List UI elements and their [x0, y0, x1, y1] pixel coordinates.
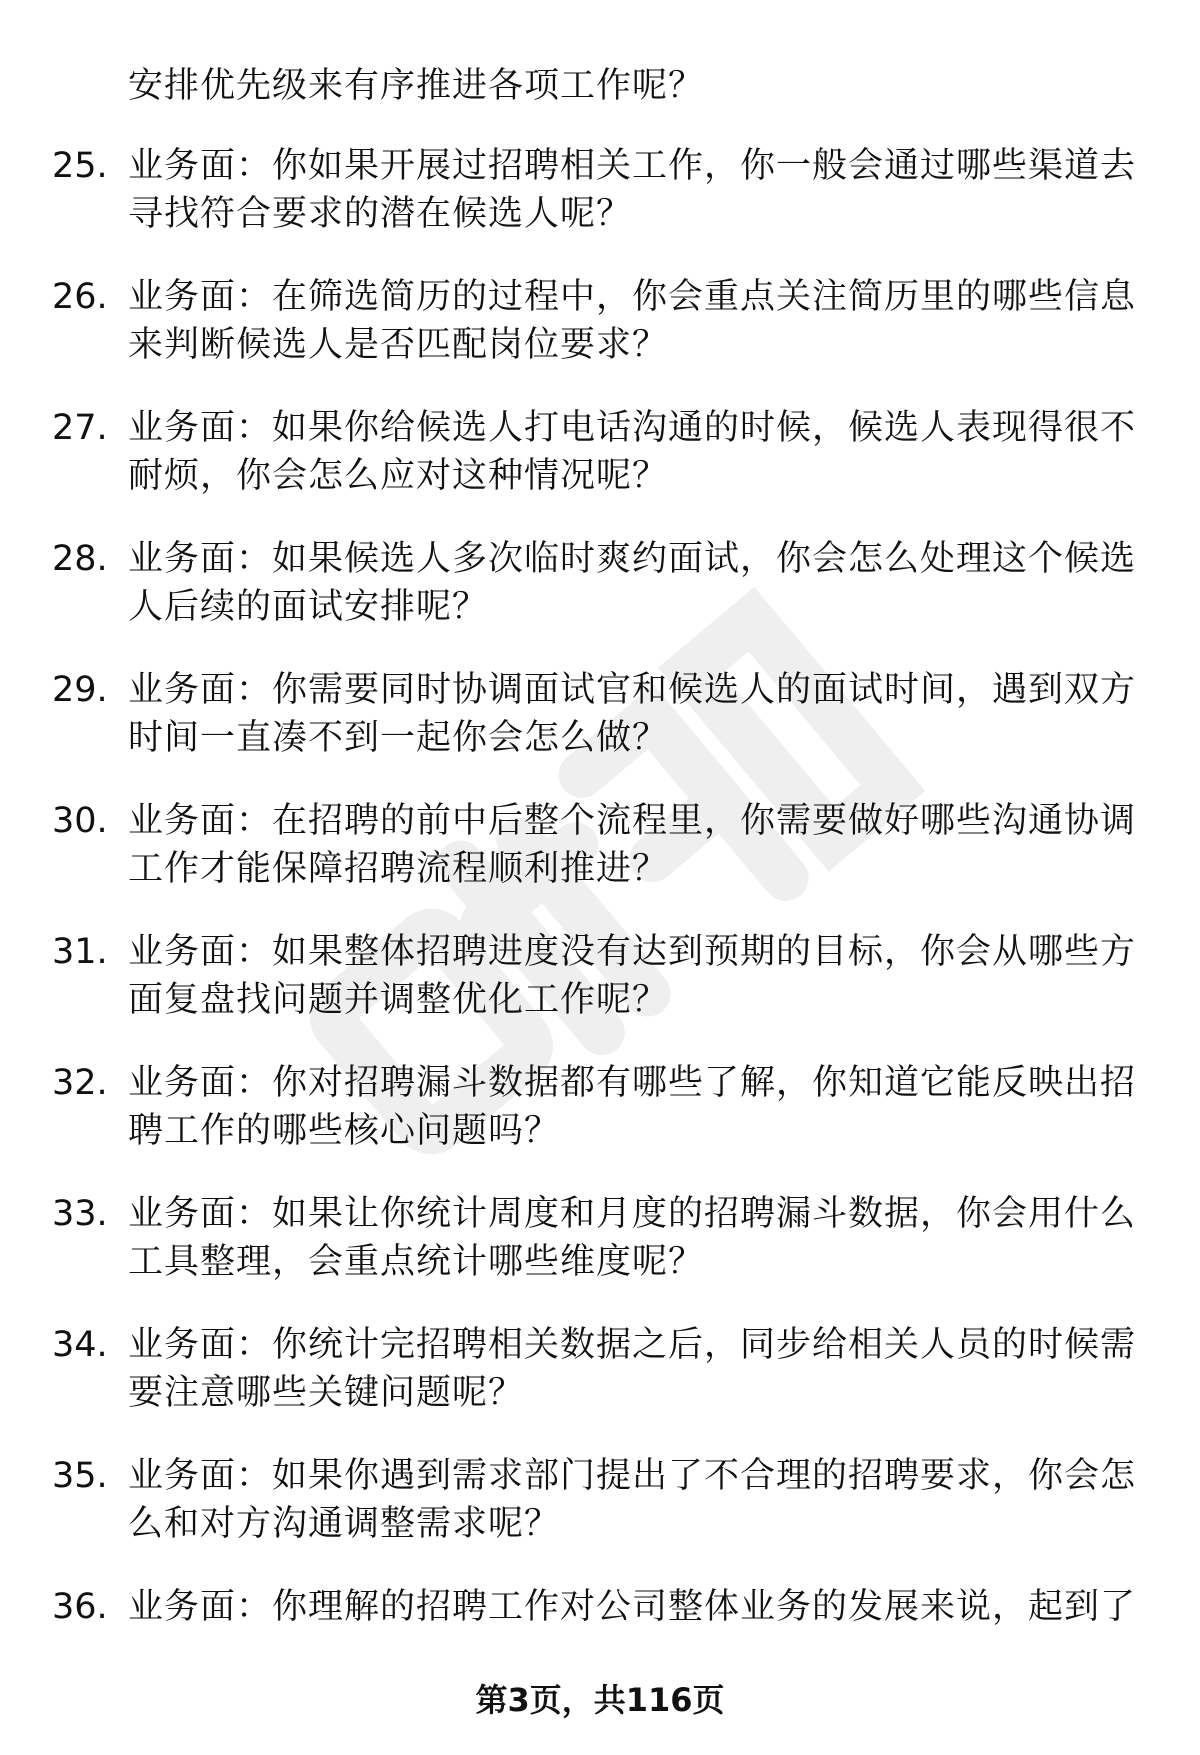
question-text: 业务面：在筛选简历的过程中，你会重点关注简历里的哪些信息来判断候选人是否匹配岗位要求？: [128, 277, 1137, 365]
question-number: 32.: [52, 1063, 108, 1103]
question-number: 35.: [52, 1456, 108, 1496]
question-text: 业务面：你对招聘漏斗数据都有哪些了解，你知道它能反映出招聘工作的哪些核心问题吗？: [128, 1063, 1137, 1151]
question-text: 业务面：如果整体招聘进度没有达到预期的目标，你会从哪些方面复盘找问题并调整优化工作呢？: [128, 932, 1137, 1020]
question-text: 业务面：如果你遇到需求部门提出了不合理的招聘要求，你会怎么和对方沟通调整需求呢？: [128, 1456, 1137, 1544]
question-number: 29.: [52, 670, 108, 710]
question-number: 31.: [52, 932, 108, 972]
question-text: 业务面：如果让你统计周度和月度的招聘漏斗数据，你会用什么工具整理，会重点统计哪些维度呢？: [128, 1194, 1137, 1282]
question-text: 业务面：你理解的招聘工作对公司整体业务的发展来说，起到了: [128, 1587, 1137, 1627]
question-number: 28.: [52, 539, 108, 579]
question-text: 业务面：如果候选人多次临时爽约面试，你会怎么处理这个候选人后续的面试安排呢？: [128, 539, 1137, 627]
list-item: [0, 404, 1200, 535]
question-number: 36.: [52, 1587, 108, 1627]
page-footer: 第3页，共116页: [475, 1681, 725, 1719]
list-item: [0, 142, 1200, 273]
question-list: [0, 142, 1200, 1714]
list-item: [0, 797, 1200, 928]
question-text: 业务面：如果你给候选人打电话沟通的时候，候选人表现得很不耐烦，你会怎么应对这种情况呢？: [128, 408, 1137, 496]
question-number: 30.: [52, 801, 108, 841]
list-item: [0, 1321, 1200, 1452]
list-item: [0, 273, 1200, 404]
list-item: [0, 1452, 1200, 1583]
question-text: 业务面：你如果开展过招聘相关工作，你一般会通过哪些渠道去寻找符合要求的潜在候选人呢？: [128, 146, 1137, 234]
question-text: 业务面：你统计完招聘相关数据之后，同步给相关人员的时候需要注意哪些关键问题呢？: [128, 1325, 1137, 1413]
list-item: [0, 1059, 1200, 1190]
question-number: 34.: [52, 1325, 108, 1365]
question-number: 26.: [52, 277, 108, 317]
question-number: 27.: [52, 408, 108, 448]
list-item: [0, 1190, 1200, 1321]
list-item: [0, 928, 1200, 1059]
list-item: [0, 666, 1200, 797]
question-number: 25.: [52, 146, 108, 186]
question-text: 业务面：你需要同时协调面试官和候选人的面试时间，遇到双方时间一直凑不到一起你会怎么做？: [128, 670, 1137, 758]
question-number: 33.: [52, 1194, 108, 1234]
list-item: [0, 535, 1200, 666]
continuation-text: 安排优先级来有序推进各项工作呢？: [128, 66, 705, 106]
question-text: 业务面：在招聘的前中后整个流程里，你需要做好哪些沟通协调工作才能保障招聘流程顺利推进？: [128, 801, 1137, 889]
